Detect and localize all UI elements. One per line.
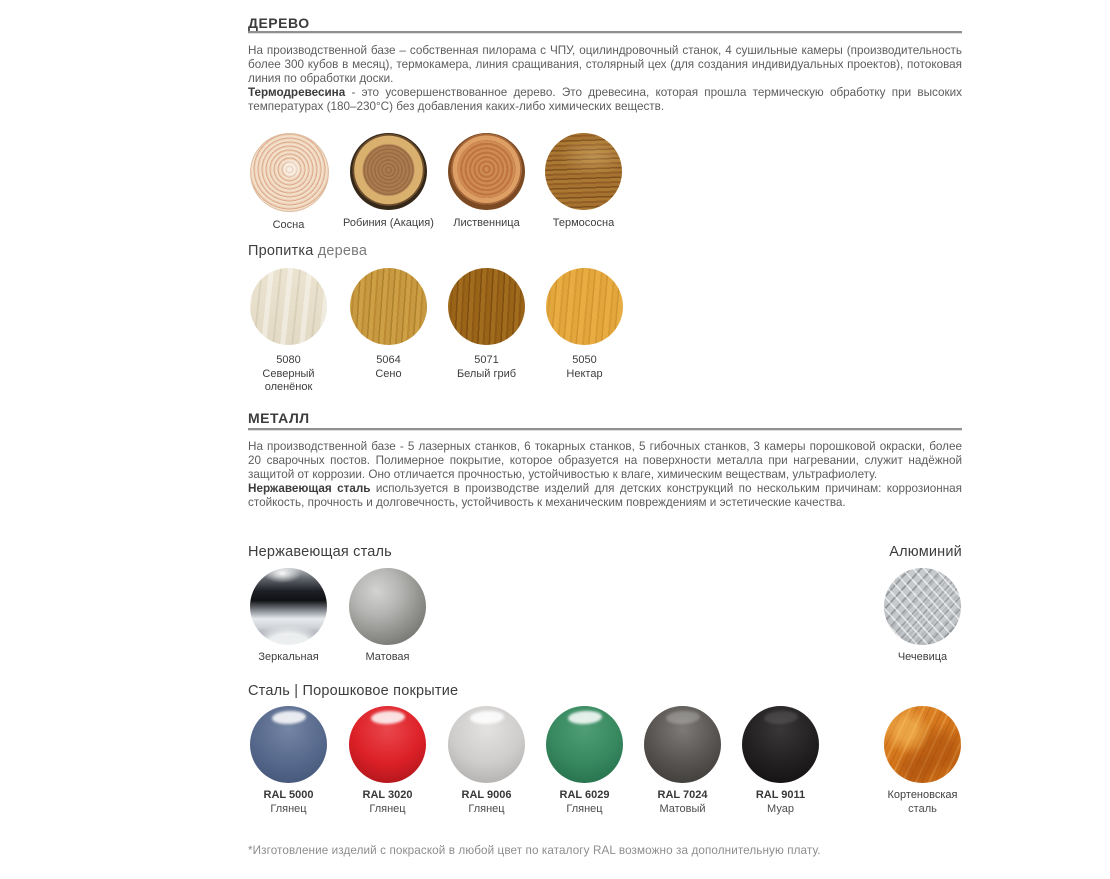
- corten-label-line2: сталь: [908, 803, 937, 815]
- impregnation-5050-image: [546, 268, 623, 345]
- impregnation-name: Нектар: [566, 368, 603, 380]
- swatch-label-matte: Матовая: [365, 651, 410, 663]
- ral-5000-sphere-image: [250, 706, 327, 783]
- pine-slice-image: [250, 133, 329, 212]
- impregnation-name: Сено: [375, 368, 402, 380]
- impregnation-5064-image: [350, 268, 427, 345]
- metal-section-title: МЕТАЛЛ: [248, 410, 310, 426]
- impregnation-code: 5064: [376, 354, 401, 366]
- swatch-label-mirror: Зеркальная: [258, 651, 319, 663]
- ral-3020-sphere-image: [349, 706, 426, 783]
- corten-label: [868, 789, 978, 816]
- matte-steel-sphere-image: [349, 568, 426, 645]
- diamond-plate-image: [884, 568, 961, 645]
- impregnation-title-main: Пропитка: [248, 243, 314, 259]
- thermopine-grain-image: [545, 133, 622, 210]
- ral-finish: Глянец: [369, 803, 406, 815]
- ral-6029-sphere-image: [546, 706, 623, 783]
- ral-9006-label: [432, 789, 542, 816]
- ral-5000-label: [234, 789, 344, 816]
- larch-slice-image: [448, 133, 525, 210]
- swatch-ral-7024: [644, 706, 721, 816]
- swatch-5064: [350, 268, 427, 381]
- ral-code: RAL 9006: [461, 789, 512, 801]
- stainless-steel-title: Нержавеющая сталь: [248, 544, 392, 560]
- mirror-steel-sphere-image: [250, 568, 327, 645]
- ral-code: RAL 9011: [755, 789, 806, 801]
- metal-paragraph-production: На производственной базе - 5 лазерных станков, 6 токарных станков, 5 гибочных станков, 3 камеры порошковой окраски, более 20 сварочных постов. Полимерное покрытие, которое образуется на поверхности металла при нагревании, служит надёжной защитой от коррозии. Оно отличается прочностью, устойчивостью к влаге, химическим веществам, ультрафиолету.: [248, 440, 962, 481]
- wood-section-divider: [248, 31, 962, 34]
- swatch-5080: [250, 268, 327, 394]
- swatch-corten-steel: [884, 706, 961, 816]
- aluminum-title: Алюминий: [889, 544, 962, 560]
- impregnation-code: 5071: [474, 354, 499, 366]
- ral-7024-sphere-image: [644, 706, 721, 783]
- impregnation-code: 5080: [276, 354, 301, 366]
- corten-steel-image: [884, 706, 961, 783]
- swatch-ral-9006: [448, 706, 525, 816]
- impregnation-5071-image: [448, 268, 525, 345]
- impregnation-name: Северный оленёнок: [262, 368, 315, 393]
- swatch-ral-6029: [546, 706, 623, 816]
- ral-code: RAL 5000: [263, 789, 314, 801]
- stainless-term: Нержавеющая сталь: [248, 482, 371, 495]
- ral-finish: Глянец: [270, 803, 307, 815]
- swatch-label-larch: Лиственница: [453, 217, 520, 229]
- wood-paragraph-production: На производственной базе – собственная пилорама с ЧПУ, оцилиндровочный станок, 4 сушильные камеры (производительность более 300 кубов в месяц), термокамера, линия сращивания, столярный цех (для создания индивидуальных проектов), потоковая линия по обработки доски.: [248, 44, 962, 85]
- swatch-label-lentil: Чечевица: [897, 651, 948, 663]
- ral-finish: Глянец: [468, 803, 505, 815]
- thermowood-definition: - это усовершенствованное дерево. Это древесина, которая прошла термическую обработку при высоких температурах (180–230°С) без добавления каких-либо химических веществ.: [248, 86, 962, 113]
- ral-code: RAL 3020: [362, 789, 413, 801]
- ral-code: RAL 7024: [657, 789, 708, 801]
- swatch-label-robinia: Робиния (Акация): [343, 217, 434, 229]
- swatch-aluminum-lentil: [884, 568, 961, 664]
- swatch-ral-3020: [349, 706, 426, 816]
- ral-finish: Матовый: [659, 803, 706, 815]
- impregnation-5080-image: [250, 268, 327, 345]
- swatch-5050: [546, 268, 623, 381]
- impregnation-name: Белый гриб: [456, 368, 517, 380]
- ral-3020-label: [333, 789, 443, 816]
- powder-coating-title: Сталь | Порошковое покрытие: [248, 683, 459, 699]
- swatch-robinia: [343, 133, 434, 230]
- impregnation-title-sub: дерева: [317, 243, 368, 259]
- metal-section-divider: [248, 428, 962, 431]
- swatch-larch: [448, 133, 525, 230]
- metal-section-paragraphs: [248, 440, 962, 510]
- swatch-mirror-steel: [250, 568, 327, 664]
- swatch-5071: [448, 268, 525, 381]
- ral-6029-label: [530, 789, 640, 816]
- wood-section-title: ДЕРЕВО: [248, 15, 310, 31]
- ral-finish: Глянец: [566, 803, 603, 815]
- corten-label-line1: Кортеновская: [887, 789, 958, 801]
- swatch-thermopine: [545, 133, 622, 230]
- wood-paragraph-thermowood: [248, 86, 962, 114]
- swatch-matte-steel: [349, 568, 426, 664]
- impregnation-code: 5050: [572, 354, 597, 366]
- ral-9011-sphere-image: [742, 706, 819, 783]
- impregnation-title: [248, 243, 367, 259]
- wood-section-paragraphs: [248, 44, 962, 114]
- ral-code: RAL 6029: [559, 789, 610, 801]
- thermowood-term: Термодревесина: [248, 86, 346, 99]
- swatch-label-thermopine: Термососна: [552, 217, 615, 229]
- ral-finish: Муар: [767, 803, 794, 815]
- ral-footnote: *Изготовление изделий с покраской в любой цвет по каталогу RAL возможно за дополнительную плату.: [248, 844, 821, 857]
- swatch-ral-9011: [742, 706, 819, 816]
- metal-paragraph-stainless: [248, 482, 962, 510]
- ral-7024-label: [628, 789, 738, 816]
- swatch-pine: [250, 133, 327, 232]
- swatch-label-pine: Сосна: [272, 219, 305, 231]
- stainless-definition: используется в производстве изделий для детских конструкций по нескольким причинам: коррозионная стойкость, прочность и долговечность, устойчивость к механическим повреждениям и эстетические качества.: [248, 482, 962, 509]
- ral-9006-sphere-image: [448, 706, 525, 783]
- ral-9011-label: [726, 789, 836, 816]
- swatch-ral-5000: [250, 706, 327, 816]
- robinia-slice-image: [350, 133, 427, 210]
